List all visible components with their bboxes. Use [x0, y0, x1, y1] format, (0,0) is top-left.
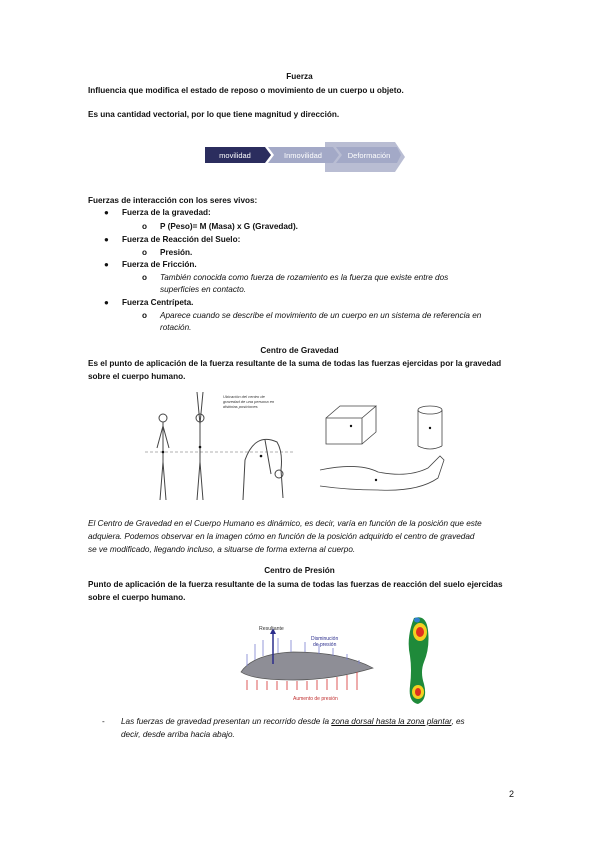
cg-point	[350, 425, 352, 427]
sub-bullet: o	[142, 222, 148, 231]
cg-point	[260, 455, 263, 458]
sub-bullet: o	[142, 273, 148, 282]
final-note-before: Las fuerzas de gravedad presentan un recorrido desde la	[121, 717, 332, 726]
vector-note: Es una cantidad vectorial, por lo que tiene magnitud y dirección.	[88, 110, 340, 119]
force-2-sub: Presión.	[160, 248, 193, 257]
cg-shapes-figure	[318, 398, 458, 508]
chevron-label-1: movilidad	[219, 151, 251, 160]
page-title: Fuerza	[286, 72, 313, 81]
definition: Influencia que modifica el estado de reposo o movimiento de un cuerpo u objeto.	[88, 86, 404, 95]
cg-text-3: se ve modificado, llegando incluso, a situarse de forma externa al cuerpo.	[88, 545, 356, 554]
force-4-sub-2: rotación.	[160, 323, 192, 332]
foot-pressure-map	[400, 612, 440, 708]
cg-point	[199, 446, 202, 449]
label-disminucion-1: Disminución	[311, 636, 339, 642]
airfoil-shape	[241, 652, 373, 680]
bullet: ●	[104, 298, 109, 307]
cg-def-2: sobre el cuerpo humano.	[88, 372, 186, 381]
final-note-after: , es	[451, 717, 465, 726]
heel-peak	[415, 688, 421, 696]
cg-caption-2: gravedad de una persona en	[223, 399, 275, 404]
bullet: ●	[104, 208, 109, 217]
page-number: 2	[509, 789, 515, 799]
sub-bullet: o	[142, 248, 148, 257]
process-chevrons	[205, 142, 405, 172]
cg-text-1: El Centro de Gravedad en el Cuerpo Humano es dinámico, es decir, varía en función de la posición que este	[88, 519, 482, 528]
cp-title: Centro de Presión	[264, 566, 335, 575]
sub-bullet: o	[142, 311, 148, 320]
cg-caption-1: Ubicación del centro de	[223, 394, 265, 399]
cg-def-1: Es el punto de aplicación de la fuerza resultante de la suma de todas las fuerzas ejercidas por la gravedad	[88, 359, 502, 368]
dash-bullet: -	[102, 717, 105, 726]
final-note-line-2: decir, desde arriba hacia abajo.	[121, 730, 235, 739]
cg-text-2: adquiera. Podemos observar en la imagen cómo en función de la posición adquirido el centro de gravedad	[88, 532, 475, 541]
cp-def-1: Punto de aplicación de la fuerza resultante de la suma de todas las fuerzas de reacción del suelo ejercidas	[88, 580, 503, 589]
force-3-sub-1: También conocida como fuerza de rozamiento es la fuerza que existe entre dos	[160, 273, 449, 282]
force-1-name: Fuerza de la gravedad:	[122, 208, 211, 217]
final-note-line-1	[121, 717, 465, 726]
label-disminucion-2: de presión	[313, 642, 337, 648]
force-3-name: Fuerza de Fricción.	[122, 260, 197, 269]
label-resultante: Resultante	[259, 626, 284, 632]
forces-heading: Fuerzas de interacción con los seres vivos:	[88, 196, 258, 205]
cg-caption-3: distintas posiciones	[223, 404, 258, 409]
cg-point	[429, 427, 431, 429]
cg-point	[375, 479, 377, 481]
chevron-label-2: Inmovilidad	[284, 151, 322, 160]
force-3-sub-2: superficies en contacto.	[160, 285, 247, 294]
force-2-name: Fuerza de Reacción del Suelo:	[122, 235, 241, 244]
chevron-label-3: Deformación	[347, 151, 391, 160]
forefoot-peak	[416, 627, 424, 637]
standing-figure	[157, 414, 169, 500]
bullet: ●	[104, 235, 109, 244]
pressure-figure	[233, 620, 381, 704]
cg-title: Centro de Gravedad	[260, 346, 339, 355]
force-4-name: Fuerza Centrípeta.	[122, 298, 194, 307]
toe-zone	[414, 618, 420, 623]
bullet: ●	[104, 260, 109, 269]
bent-figure	[243, 439, 283, 500]
label-aumento: Aumento de presión	[293, 696, 338, 702]
force-1-sub: P (Peso)= M (Masa) x G (Gravedad).	[160, 222, 298, 231]
cg-point	[162, 451, 165, 454]
final-note-underlined: zona dorsal hasta la zona plantar	[331, 717, 452, 726]
cg-body-positions-figure	[145, 390, 295, 505]
cp-def-2: sobre el cuerpo humano.	[88, 593, 186, 602]
leg-shape	[320, 456, 444, 490]
force-4-sub-1: Aparece cuando se describe el movimiento de un cuerpo en un sistema de referencia en	[160, 311, 482, 320]
